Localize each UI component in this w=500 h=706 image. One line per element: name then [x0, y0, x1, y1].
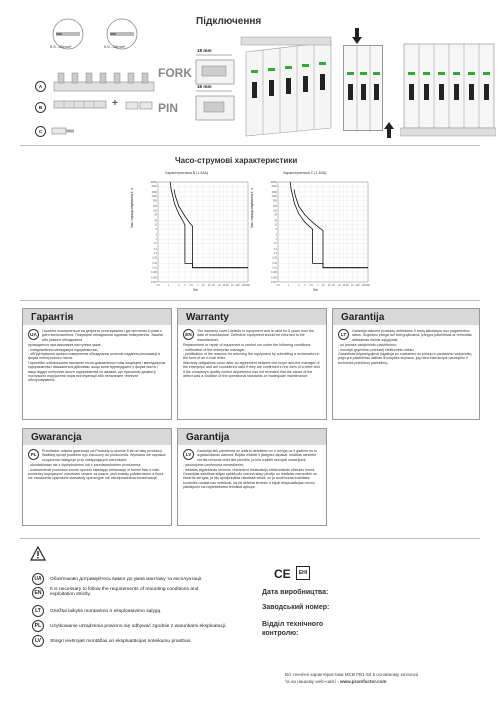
- row-label-a: A: [35, 81, 46, 92]
- footer-line-2: [285, 679, 387, 684]
- lang-badge-pl: PL: [28, 449, 39, 460]
- y-tick-label: 1: [275, 237, 277, 241]
- y-tick-label: 0.02: [152, 262, 157, 266]
- curves-title: Часо-струмові характеристики: [175, 156, 298, 165]
- connections-title: Підключення: [196, 16, 262, 27]
- y-tick-label: 0.1: [153, 252, 157, 256]
- x-tick-label: 3: [304, 284, 306, 287]
- wire-25-label: 0.5...25mm²: [50, 44, 72, 49]
- divider: [20, 300, 480, 301]
- warranty-en-body: Replacement or repair of equipment is carried out under the following conditions: - notification of the enterprise manager; - justification of the reasons for returning the equipment by submitting a reclamation in the form of an e-mail letter. Warranty obligations occur after an agreement between the buyer and the manager of the enterprise and are considered valid if they are confirmed in the form of a letter and if the company's quality control department has not revealed that the cause of the defect was a violation of the operational standards or inadequate maintenance.: [183, 343, 320, 379]
- fork-label: FORK: [158, 66, 192, 80]
- x-tick-label: 150: [361, 284, 366, 287]
- y-tick-label: 0.02: [272, 262, 277, 266]
- warranty-lt-lead: Garantija taikoma produktų defektams 5 metų laikotarpiu nuo pagaminimo datos. Sugedusi įranga turi būti grąžinama. Įrangos pakeitimas ar remontas atliekamas šiomis sąlygomis:: [352, 329, 472, 342]
- x-tick-label: 2: [298, 284, 300, 287]
- lang-badge-lt: LT: [338, 329, 349, 340]
- ce-mark: CE: [274, 567, 291, 581]
- wire-16-diagram: [102, 16, 150, 56]
- warranty-pl-body: - skontaktowac sie z dystrybutorem lub z przedstawicielem producenta; - uzasadnienie powodow zwrotu sprzetu składając reklamacje w formie listu e-mail. pomiedzy kupujacym i menedzer umane za wazne, jesli zostały potwierdzone a firma nie naruszenie ujawnione standardy operacyjne lub nieodpowiednia konserwacja.: [28, 463, 164, 481]
- lang-badge-lv: LV: [183, 449, 194, 460]
- warranty-en-title: Warranty: [178, 309, 326, 325]
- x-tick-label: 1: [167, 284, 170, 287]
- y-tick-label: 500: [153, 199, 157, 203]
- x-tick-label: 100: [235, 284, 240, 287]
- breaker-assembly-illustration: [400, 30, 496, 138]
- x-tick-label: 70: [230, 284, 234, 287]
- row-label-c: C: [35, 126, 46, 137]
- y-tick-label: 0.005: [151, 270, 157, 274]
- warning-text-ua: Обов'язково дотримуйтесь вимог до умов монтажу та експлуатації.: [50, 576, 203, 582]
- chart-c-xlabel: I/In: [313, 288, 318, 292]
- eac-mark: EHI: [296, 566, 310, 580]
- y-tick-label: 0.2: [153, 247, 157, 251]
- wire-icon: [102, 16, 150, 56]
- warranty-lv-body: - paziņojums uzņēmuma menedžerim; - iekārtas atgriešanas iemesls, iesniedzot reklamāciju elektroniskās vēstules formā. Garantijas saistības stājas spēkā pēc noruna starp pircēju un iestādes menedžeri un ekskrīts derīgas, ja tās apstiprinātas rakstiskā veidā, un ja uzņēmuma kvalitātes kontroles nodaļa nav noteikusi, ka šā defekta iemesls ir bijuši ekspluatācijas normu pārkāpumi vai nepietiekama tehniskā apkope.: [183, 463, 318, 490]
- warning-text-pl: Użytkowanie urządzenia powinno się odbywać zgodnie z warunkami eksploatacji.: [50, 623, 227, 629]
- x-tick-label: 30: [338, 284, 341, 287]
- breaker-group-front: [343, 45, 383, 131]
- y-tick-label: 5000: [271, 185, 277, 189]
- x-tick-label: 20: [212, 284, 215, 287]
- y-tick-label: 0.002: [271, 276, 277, 280]
- plus-icon: +: [112, 98, 118, 109]
- warranty-lt-title: Garantija: [333, 309, 479, 325]
- x-tick-label: 40: [342, 284, 346, 287]
- warning-row-en: [32, 587, 220, 599]
- lang-badge-en: EN: [183, 329, 194, 340]
- x-tick-label: 200: [366, 284, 370, 287]
- y-tick-label: 500: [273, 199, 277, 203]
- serial-number-label: Заводський номер:: [262, 604, 330, 611]
- up-arrow-icon: [384, 122, 394, 138]
- y-tick-label: 2: [155, 233, 157, 237]
- wire-icon: [48, 16, 96, 56]
- warranty-lv-title: Garantija: [178, 429, 326, 445]
- y-tick-label: 0.5: [273, 242, 277, 246]
- x-tick-label: 100: [355, 284, 360, 287]
- warranty-lt-body: - su įmonės vadybininko patvirtinimu; - nurodyti grąžinimo priežastį elektroniniu laišku; Garantiniai įsipareigojimai įsigalioja po susitarimo su pirkėju ir pardavimo vadybinikų, jeigu yra patvirtintas laiškas ili kokybės skyriaus, jog nėra instrukcijos naudojimo ir techninės priežiūros pažeidimų.: [338, 343, 473, 365]
- x-tick-label: 4 5: [309, 284, 313, 287]
- y-tick-label: 2000: [151, 190, 157, 194]
- warranty-pl-lead: Promfactor udziela gwarancje na Produkty w okresie 5 lat od daty produkcji. Wadliwy sprzęt powinien być zwrocony do producenta. Wymiana lub naprawa urządzenia następuje przy następujących warunkach:: [42, 449, 166, 462]
- pin-terminal-closeup: [192, 84, 238, 124]
- warranty-lv-box: [177, 428, 327, 526]
- y-tick-label: 5: [155, 227, 157, 231]
- divider: [20, 538, 480, 539]
- x-tick-label: 50: [345, 284, 349, 287]
- fork-busbar-illustration: [50, 70, 160, 96]
- x-tick-label: 15: [327, 284, 331, 287]
- chart-c: [260, 176, 372, 296]
- warranty-ua-title: Гарантія: [23, 309, 171, 325]
- y-tick-label: 0.05: [272, 256, 277, 260]
- chart-b-xlabel: I/In: [193, 288, 198, 292]
- y-tick-label: 1: [155, 237, 157, 241]
- y-tick-label: 0.002: [151, 276, 157, 280]
- pin-connector-illustration: [124, 100, 154, 112]
- x-tick-label: 3: [184, 284, 186, 287]
- y-tick-label: 0.5: [153, 242, 157, 246]
- y-tick-label: 10000: [270, 180, 277, 184]
- lang-badge-ua: UA: [28, 329, 39, 340]
- wire-end-illustration: [50, 126, 80, 136]
- warning-text-lv: Stingri ievērojiet montāžas un ekspluatācijas noteikumu prasības.: [50, 638, 192, 644]
- warning-row-ua: [32, 573, 203, 585]
- y-tick-label: 100: [273, 209, 277, 213]
- warranty-pl-box: [22, 428, 172, 526]
- y-tick-label: 10: [274, 223, 277, 227]
- production-date-label: Дата виробництва:: [262, 589, 329, 596]
- divider: [20, 145, 480, 146]
- y-tick-label: 100: [153, 209, 157, 213]
- warning-text-en: It is necessary to follow the requirements of mounting conditions and exploitation strictly.: [50, 587, 199, 597]
- y-tick-label: 10000: [150, 180, 157, 184]
- wire-16-label: 0.5...16mm²: [104, 44, 126, 49]
- chart-b-title: Характеристика B (1-63A): [165, 171, 209, 175]
- warning-row-lt: [32, 605, 162, 617]
- y-tick-label: 20: [154, 219, 157, 223]
- warranty-pl-title: Gwarancja: [23, 429, 171, 445]
- lang-badge-lt: LT: [32, 605, 44, 617]
- breaker-perspective-illustration: [236, 32, 336, 142]
- y-tick-label: 1000: [151, 195, 157, 199]
- fork-terminal-closeup: [192, 48, 238, 88]
- y-tick-label: 0.001: [151, 280, 157, 284]
- chart-b-ylabel: Час спрацьовування t, s: [130, 187, 134, 228]
- chart-b: [140, 176, 252, 296]
- x-tick-label: 4 5: [189, 284, 193, 287]
- chart-c-title: Характеристика C (1-63A): [283, 171, 327, 175]
- x-tick-label: 0.5: [156, 284, 160, 287]
- y-tick-label: 0.05: [152, 256, 157, 260]
- x-tick-label: 30: [218, 284, 221, 287]
- y-tick-label: 1000: [271, 195, 277, 199]
- pin-label: PIN: [158, 101, 179, 115]
- warranty-ua-body: проводиться при виконанні наступних умов: - повідомлення менеджера підприємства; - обґрунтування причин повернення обладнання шляхом надання рекламації в формі електронного листа. Гарантійні зобов'язання настають після домовленості між покупцем і менеджером підприємства і вважаються дійсними, якщо вони підтверджені у формі листа і якщо відділ контролю якості підприємства не виявив, що причиною дефекту послужило порушення норм експлуатації або неналежне технічне обслуговування.: [28, 343, 166, 383]
- x-tick-label: 70: [350, 284, 354, 287]
- wire-25-diagram: [48, 16, 96, 56]
- warranty-en-box: [177, 308, 327, 420]
- pin-dimension: 16 mm: [197, 84, 212, 89]
- y-tick-label: 0.001: [271, 280, 277, 284]
- y-tick-label: 0.1: [273, 252, 277, 256]
- y-tick-label: 20: [274, 219, 277, 223]
- warning-text-lt: Griežtai laikytis montavimo ir eksploatavimo sąlygų.: [50, 608, 162, 614]
- pin-busbar-illustration: [50, 97, 110, 113]
- x-tick-label: 10: [321, 284, 325, 287]
- down-arrow-icon: [352, 28, 362, 42]
- warranty-en-lead: The warranty covert defects in equipment and is valid for 5 years from the date of manufacture. Defective equipment should be returned to the manufacturer.: [197, 329, 315, 342]
- y-tick-label: 10: [154, 223, 157, 227]
- y-tick-label: 0.005: [271, 270, 277, 274]
- x-tick-label: 10: [201, 284, 205, 287]
- x-tick-label: 20: [332, 284, 335, 287]
- row-label-b: B: [35, 102, 46, 113]
- y-tick-label: 0.01: [272, 266, 277, 270]
- lang-badge-lv: LV: [32, 635, 44, 647]
- warranty-ua-box: [22, 308, 172, 420]
- lang-badge-ua: UA: [32, 573, 44, 585]
- x-tick-label: 150: [241, 284, 246, 287]
- y-tick-label: 5: [275, 227, 277, 231]
- y-tick-label: 0.2: [273, 247, 277, 251]
- x-tick-label: 0.5: [276, 284, 280, 287]
- x-tick-label: 2: [178, 284, 180, 287]
- fork-dimension: 18 mm: [197, 48, 212, 53]
- footer-prefix: та на нашому web-сайті -: [285, 679, 340, 684]
- warranty-ua-lead: Гарантія поширюється на дефекти устаткування і діє протягом 5 років з дати виготовлення. Покупцеві обладнання підлягає поверненню. Заміна або ремонт обладнання: [42, 329, 163, 342]
- y-tick-label: 0.01: [152, 266, 157, 270]
- x-tick-label: 1: [287, 284, 290, 287]
- x-tick-label: 15: [207, 284, 211, 287]
- warning-triangle-icon: [30, 546, 46, 561]
- qc-department-label: Відділ технічного контролю:: [262, 621, 324, 637]
- y-tick-label: 50: [154, 213, 157, 217]
- series-line-2: [294, 189, 368, 267]
- warranty-lt-box: [332, 308, 480, 420]
- footer-line-1: Всі технічні характеристики МСВ FB1-63 в основному каталозі: [285, 672, 419, 677]
- x-tick-label: 200: [246, 284, 250, 287]
- y-tick-label: 50: [274, 213, 277, 217]
- lang-badge-en: EN: [32, 587, 44, 599]
- warranty-lv-lead: Garantija tiek piemērota uz iekārtu defektiem un ir derīga uz 5 gadiem no to izgatavošanas datuma. Bojāta iekārta ir jāatgriež atpakaļ. Iekārtas aizvietot vai tās remonts veikt tiek pieslēts, ja būs izpildīti sekojoši nosacījumi:: [197, 449, 318, 462]
- warning-row-lv: [32, 635, 192, 647]
- chart-c-ylabel: Час спрацьовування t, s: [250, 187, 254, 228]
- y-tick-label: 2: [275, 233, 277, 237]
- x-tick-label: 50: [225, 284, 229, 287]
- y-tick-label: 5000: [151, 185, 157, 189]
- warning-row-pl: [32, 620, 226, 632]
- y-tick-label: 200: [273, 205, 277, 209]
- x-tick-label: 7: [196, 284, 199, 287]
- x-tick-label: 7: [316, 284, 319, 287]
- lang-badge-pl: PL: [32, 620, 44, 632]
- x-tick-label: 40: [222, 284, 226, 287]
- website-link[interactable]: www.promfactor.com: [339, 679, 387, 684]
- y-tick-label: 200: [153, 205, 157, 209]
- y-tick-label: 2000: [271, 190, 277, 194]
